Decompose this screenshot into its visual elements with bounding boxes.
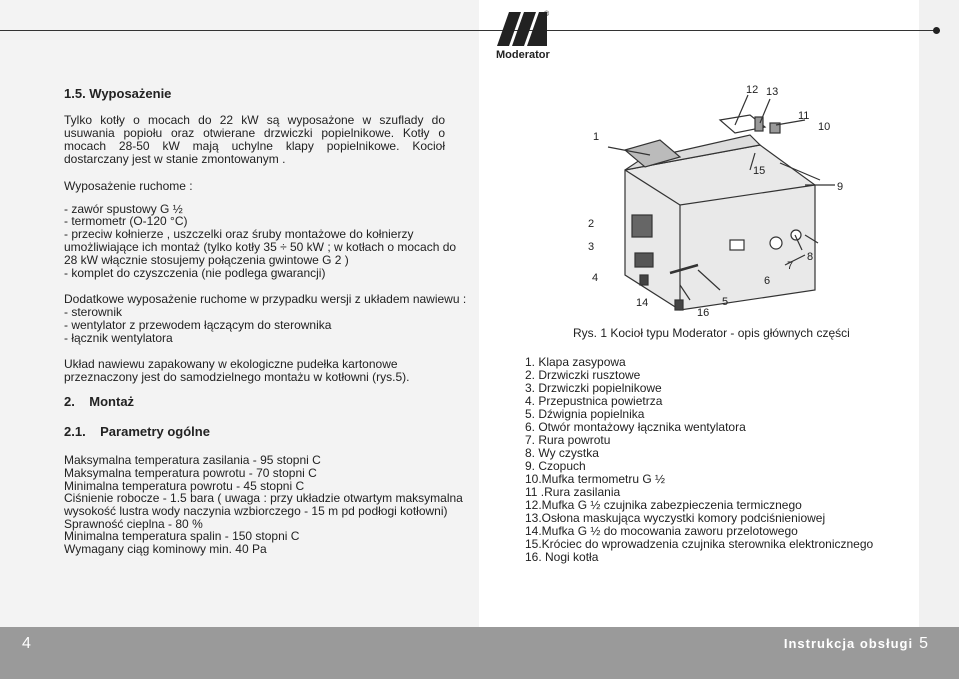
diagram-label-3: 3: [588, 241, 595, 253]
diagram-label-10: 10: [818, 121, 831, 133]
list-item: 12.Mufka G ½ czujnika zabezpieczenia termicznego: [525, 498, 802, 512]
list-item: 5. Dźwignia popielnika: [525, 407, 645, 421]
list-item: 2. Drzwiczki rusztowe: [525, 368, 641, 382]
list-item: 7. Rura powrotu: [525, 433, 611, 447]
param-line: Sprawność cieplna - 80 %: [64, 517, 203, 531]
additional-item: - sterownik: [64, 305, 123, 319]
list-item: 10.Mufka termometru G ½: [525, 472, 666, 486]
diagram-label-14: 14: [636, 297, 649, 309]
param-line: Minimalna temperatura spalin - 150 stopni C: [64, 529, 300, 543]
intro-paragraph: Tylko kotły o mocach do 22 kW są wyposażone w szuflady do usuwania popiołu oraz otwierane drzwiczki popielnikowe. Kotły o mocach 28-50 kW mają uchylne klapy popielnikowe. Kocioł dostarczany jest w stanie zmontowanym .: [64, 113, 445, 166]
param-line: Maksymalna temperatura powrotu - 70 stopni C: [64, 466, 317, 480]
equipment-item: - komplet do czyszczenia (nie podlega gwarancji): [64, 266, 326, 280]
list-item: 16. Nogi kotła: [525, 550, 599, 564]
section-parametry: 2.1. Parametry ogólne: [64, 424, 210, 439]
boiler-diagram: [580, 85, 850, 325]
packaging-line: Układ nawiewu zapakowany w ekologiczne pudełka kartonowe: [64, 357, 398, 371]
additional-item: - łącznik wentylatora: [64, 331, 173, 345]
param-line: Maksymalna temperatura zasilania - 95 stopni C: [64, 453, 321, 467]
param-line: Wymagany ciąg kominowy min. 40 Pa: [64, 542, 267, 556]
list-item: 11 .Rura zasilania: [525, 485, 621, 499]
packaging-line: przeznaczony jest do samodzielnego montażu w kotłowni (rys.5).: [64, 370, 410, 384]
diagram-label-13: 13: [766, 86, 779, 98]
list-item: 3. Drzwiczki popielnikowe: [525, 381, 662, 395]
diagram-label-2: 2: [588, 218, 595, 230]
equipment-item: - termometr (O-120 °C): [64, 214, 188, 228]
diagram-label-6: 6: [764, 275, 771, 287]
parts-list: [525, 356, 873, 564]
list-item: 15.Króciec do wprowadzenia czujnika sterownika elektronicznego: [525, 537, 874, 551]
logo-text: Moderator: [496, 49, 550, 61]
equipment-item: - przeciw kołnierze , uszczelki oraz śruby montażowe do kołnierzy: [64, 227, 414, 241]
list-item: 4. Przepustnica powietrza: [525, 394, 663, 408]
diagram-label-5: 5: [722, 296, 729, 308]
diagram-label-15: 15: [753, 165, 766, 177]
additional-title: Dodatkowe wyposażenie ruchome w przypadku wersji z układem nawiewu :: [64, 292, 467, 306]
left-page-number: 4: [22, 635, 31, 652]
list-item: 9. Czopuch: [525, 459, 586, 473]
list-item: 6. Otwór montażowy łącznika wentylatora: [525, 420, 746, 434]
equipment-item: - zawór spustowy G ½: [64, 202, 183, 216]
diagram-label-1: 1: [593, 131, 600, 143]
list-item: 14.Mufka G ½ do mocowania zaworu przelotowego: [525, 524, 798, 538]
footer-title: Instrukcja obsługi: [783, 636, 914, 651]
section-heading: 1.5. Wyposażenie: [64, 86, 172, 101]
list-item: 8. Wy czystka: [525, 446, 599, 460]
diagram-label-8: 8: [807, 251, 814, 263]
param-line: Ciśnienie robocze - 1.5 bara ( uwaga : przy układzie otwartym maksymalna: [64, 491, 463, 505]
header-rule-dot: [933, 27, 940, 34]
equipment-item: umożliwiające ich montaż (tylko kotły 35 ÷ 50 kW ; w kotłach o mocach do: [64, 240, 457, 254]
diagram-label-16: 16: [697, 307, 710, 319]
list-item: 1. Klapa zasypowa: [525, 355, 626, 369]
diagram-label-9: 9: [837, 181, 844, 193]
right-page-number: 5: [919, 635, 929, 652]
figure-caption: Rys. 1 Kocioł typu Moderator - opis głównych części: [573, 326, 850, 340]
header-rule: [0, 30, 940, 31]
footer-right: [784, 635, 929, 653]
param-line: Minimalna temperatura powrotu - 45 stopni C: [64, 479, 305, 493]
additional-item: - wentylator z przewodem łączącym do sterownika: [64, 318, 332, 332]
diagram-label-7: 7: [787, 260, 794, 272]
equipment-item: 28 kW włącznie stosujemy połączenia gwintowe G 2 ): [64, 253, 349, 267]
equipment-title: Wyposażenie ruchome :: [64, 179, 193, 193]
diagram-label-11: 11: [798, 110, 810, 122]
diagram-label-12: 12: [746, 84, 759, 96]
param-line: wysokość lustra wody naczynia wzbiorczego - 15 m pd podłogi kotłowni): [64, 504, 448, 518]
right-margin-strip: [919, 0, 959, 627]
logo-registered-mark: ®: [544, 11, 550, 18]
list-item: 13.Osłona maskująca wyczystki komory podciśnieniowej: [525, 511, 826, 525]
diagram-label-4: 4: [592, 272, 599, 284]
page-footer: [0, 627, 959, 679]
section-montaz: 2. Montaż: [64, 394, 135, 409]
